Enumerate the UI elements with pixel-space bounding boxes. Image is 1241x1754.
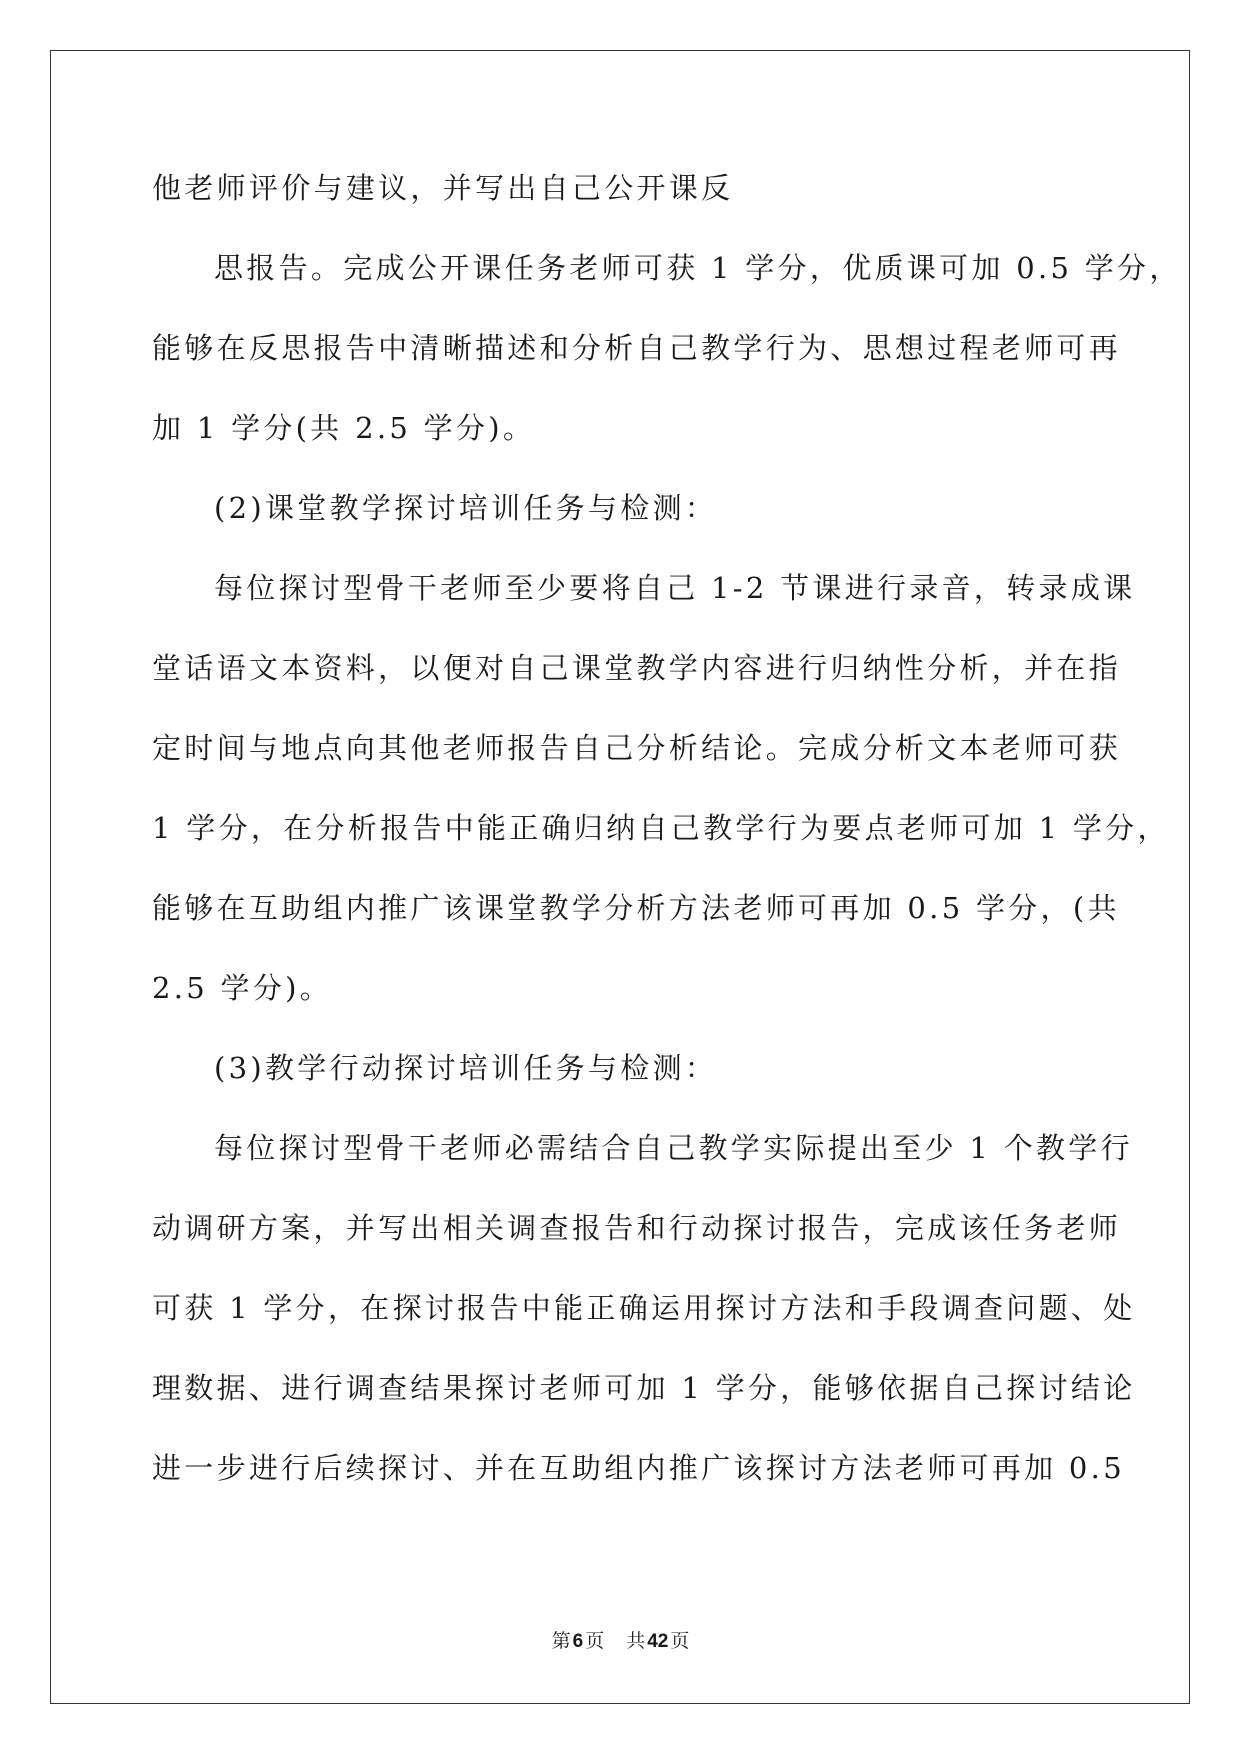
text-line: 1 学分，在分析报告中能正确归纳自己教学行为要点老师可加 1 学分， xyxy=(152,811,1170,845)
text-line: 动调研方案，并写出相关调查报告和行动探讨报告，完成该任务老师 xyxy=(152,1211,1122,1245)
text-line: 加 1 学分(共 2.5 学分)。 xyxy=(152,411,536,445)
footer-total-suffix: 页 xyxy=(670,1630,690,1652)
page-number: 6 xyxy=(572,1631,584,1652)
footer-total-prefix: 共 xyxy=(626,1630,646,1652)
text-line: 可获 1 学分，在探讨报告中能正确运用探讨方法和手段调查问题、处 xyxy=(152,1291,1136,1325)
text-line: 2.5 学分)。 xyxy=(152,971,333,1005)
text-line: 能够在反思报告中清晰描述和分析自己教学行为、思想过程老师可再 xyxy=(152,331,1122,365)
paragraph-start: 每位探讨型骨干老师必需结合自己教学实际提出至少 1 个教学行 xyxy=(214,1131,1133,1165)
text-line: 堂话语文本资料，以便对自己课堂教学内容进行归纳性分析，并在指 xyxy=(152,651,1122,685)
text-line: 能够在互助组内推广该课堂教学分析方法老师可再加 0.5 学分，(共 xyxy=(152,891,1120,925)
text-line: 他老师评价与建议，并写出自己公开课反 xyxy=(152,171,734,205)
page-footer xyxy=(0,1628,1241,1655)
footer-prefix: 第 xyxy=(551,1630,571,1652)
text-line: 进一步进行后续探讨、并在互助组内推广该探讨方法老师可再加 0.5 xyxy=(152,1451,1125,1485)
section-heading: (2)课堂教学探讨培训任务与检测： xyxy=(214,491,718,525)
text-line: 定时间与地点向其他老师报告自己分析结论。完成分析文本老师可获 xyxy=(152,731,1122,765)
total-pages: 42 xyxy=(647,1631,669,1652)
footer-page-suffix: 页 xyxy=(585,1630,605,1652)
paragraph-start: 每位探讨型骨干老师至少要将自己 1-2 节课进行录音，转录成课 xyxy=(214,571,1136,605)
paragraph-start: 思报告。完成公开课任务老师可获 1 学分，优质课可加 0.5 学分， xyxy=(214,251,1182,285)
text-line: 理数据、进行调查结果探讨老师可加 1 学分，能够依据自己探讨结论 xyxy=(152,1371,1136,1405)
section-heading: (3)教学行动探讨培训任务与检测： xyxy=(214,1051,718,1085)
